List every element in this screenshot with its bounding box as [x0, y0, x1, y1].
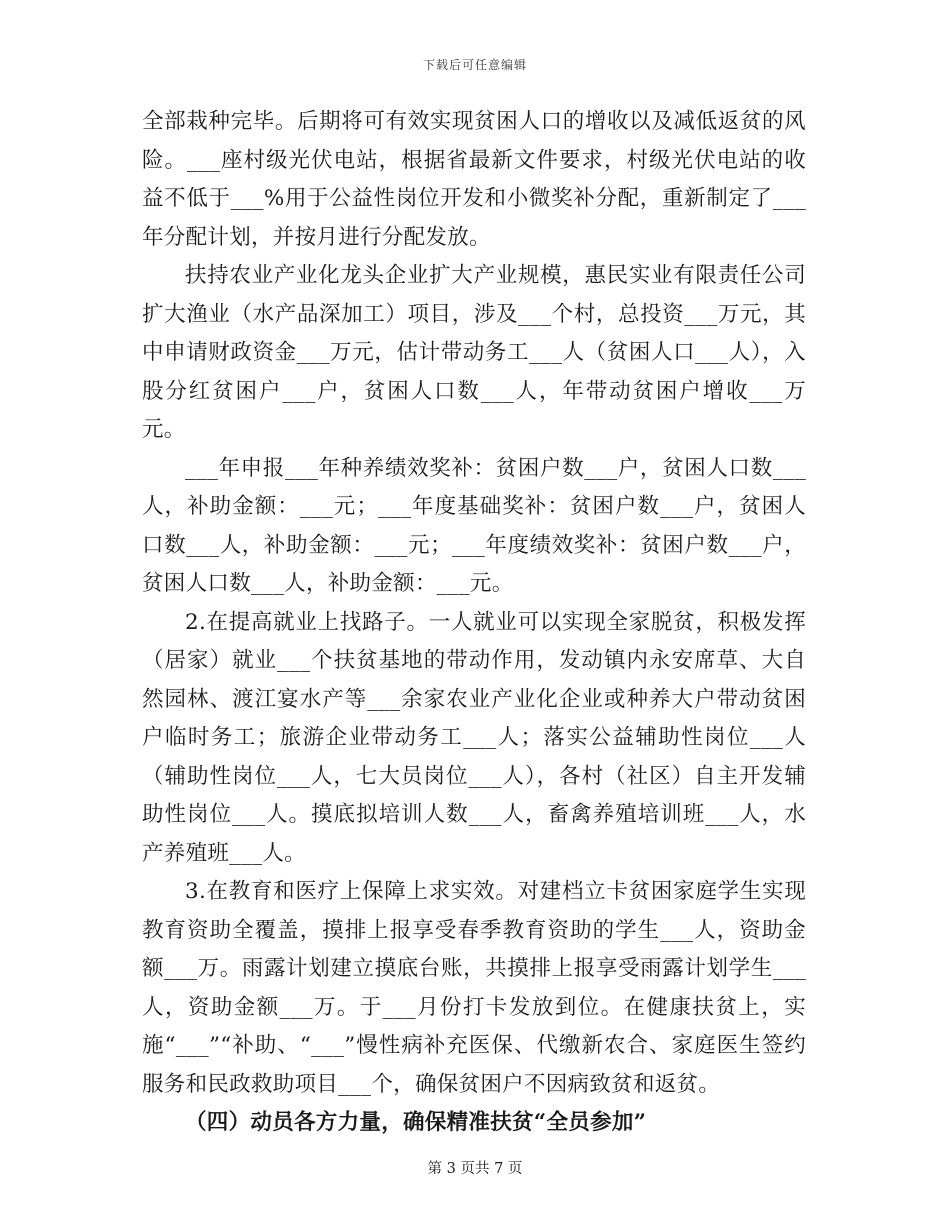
page-number: 第 3 页共 7 页 [427, 1161, 523, 1177]
document-body [142, 103, 806, 1143]
paragraph-education-health: 3.在教育和医疗上保障上求实效。对建档立卡贫困家庭学生实现教育资助全覆盖，摸排上报享受春季教育资助的学生___人，资助金额___万。雨露计划建立摸底台账，共摸排上报享受雨露计划学生___人，资助金额___万。于___月份打卡发放到位。在健康扶贫上，实施“___”“补助、“___”慢性病补充医保、代缴新农合、家庭医生签约服务和民政救助项目___个，确保贫困户不因病致贫和返贫。 [142, 879, 806, 1097]
paragraph-employment: 2.在提高就业上找路子。一人就业可以实现全家脱贫，积极发挥（居家）就业___个扶贫基地的带动作用，发动镇内永安席草、大自然园林、渡江宴水产等___余家农业产业化企业或种养大户带动贫困户临时务工；旅游企业带动务工___人；落实公益辅助性岗位___人（辅助性岗位___人，七大员岗位___人），各村（社区）自主开发辅助性岗位___人。摸底拟培训人数___人，畜禽养殖培训班___人，水产养殖班___人。 [142, 609, 806, 866]
section-heading: （四）动员各方力量，确保精准扶贫“全员参加” [185, 1110, 647, 1135]
paragraph-subsidy: ___年申报___年种养绩效奖补：贫困户数___户，贫困人口数___人，补助金额：___元；___年度基础奖补：贫困户数___户，贫困人口数___人，补助金额：___元；___年度绩效奖补：贫困户数___户，贫困人口数___人，补助金额：___元。 [142, 455, 806, 596]
page-header: 下载后可任意编辑 [422, 58, 527, 72]
paragraph-continuation: 全部栽种完毕。后期将可有效实现贫困人口的增收以及减低返贫的风险。___座村级光伏电站，根据省最新文件要求，村级光伏电站的收益不低于___%用于公益性岗位开发和小微奖补分配，重新制定了___年分配计划，并按月进行分配发放。 [142, 109, 806, 250]
paragraph-industry-support: 扶持农业产业化龙头企业扩大产业规模，惠民实业有限责任公司扩大渔业（水产品深加工）项目，涉及___个村，总投资___万元，其中申请财政资金___万元，估计带动务工___人（贫困人口___人），入股分红贫困户___户，贫困人口数___人，年带动贫困户增收___万元。 [142, 263, 806, 442]
